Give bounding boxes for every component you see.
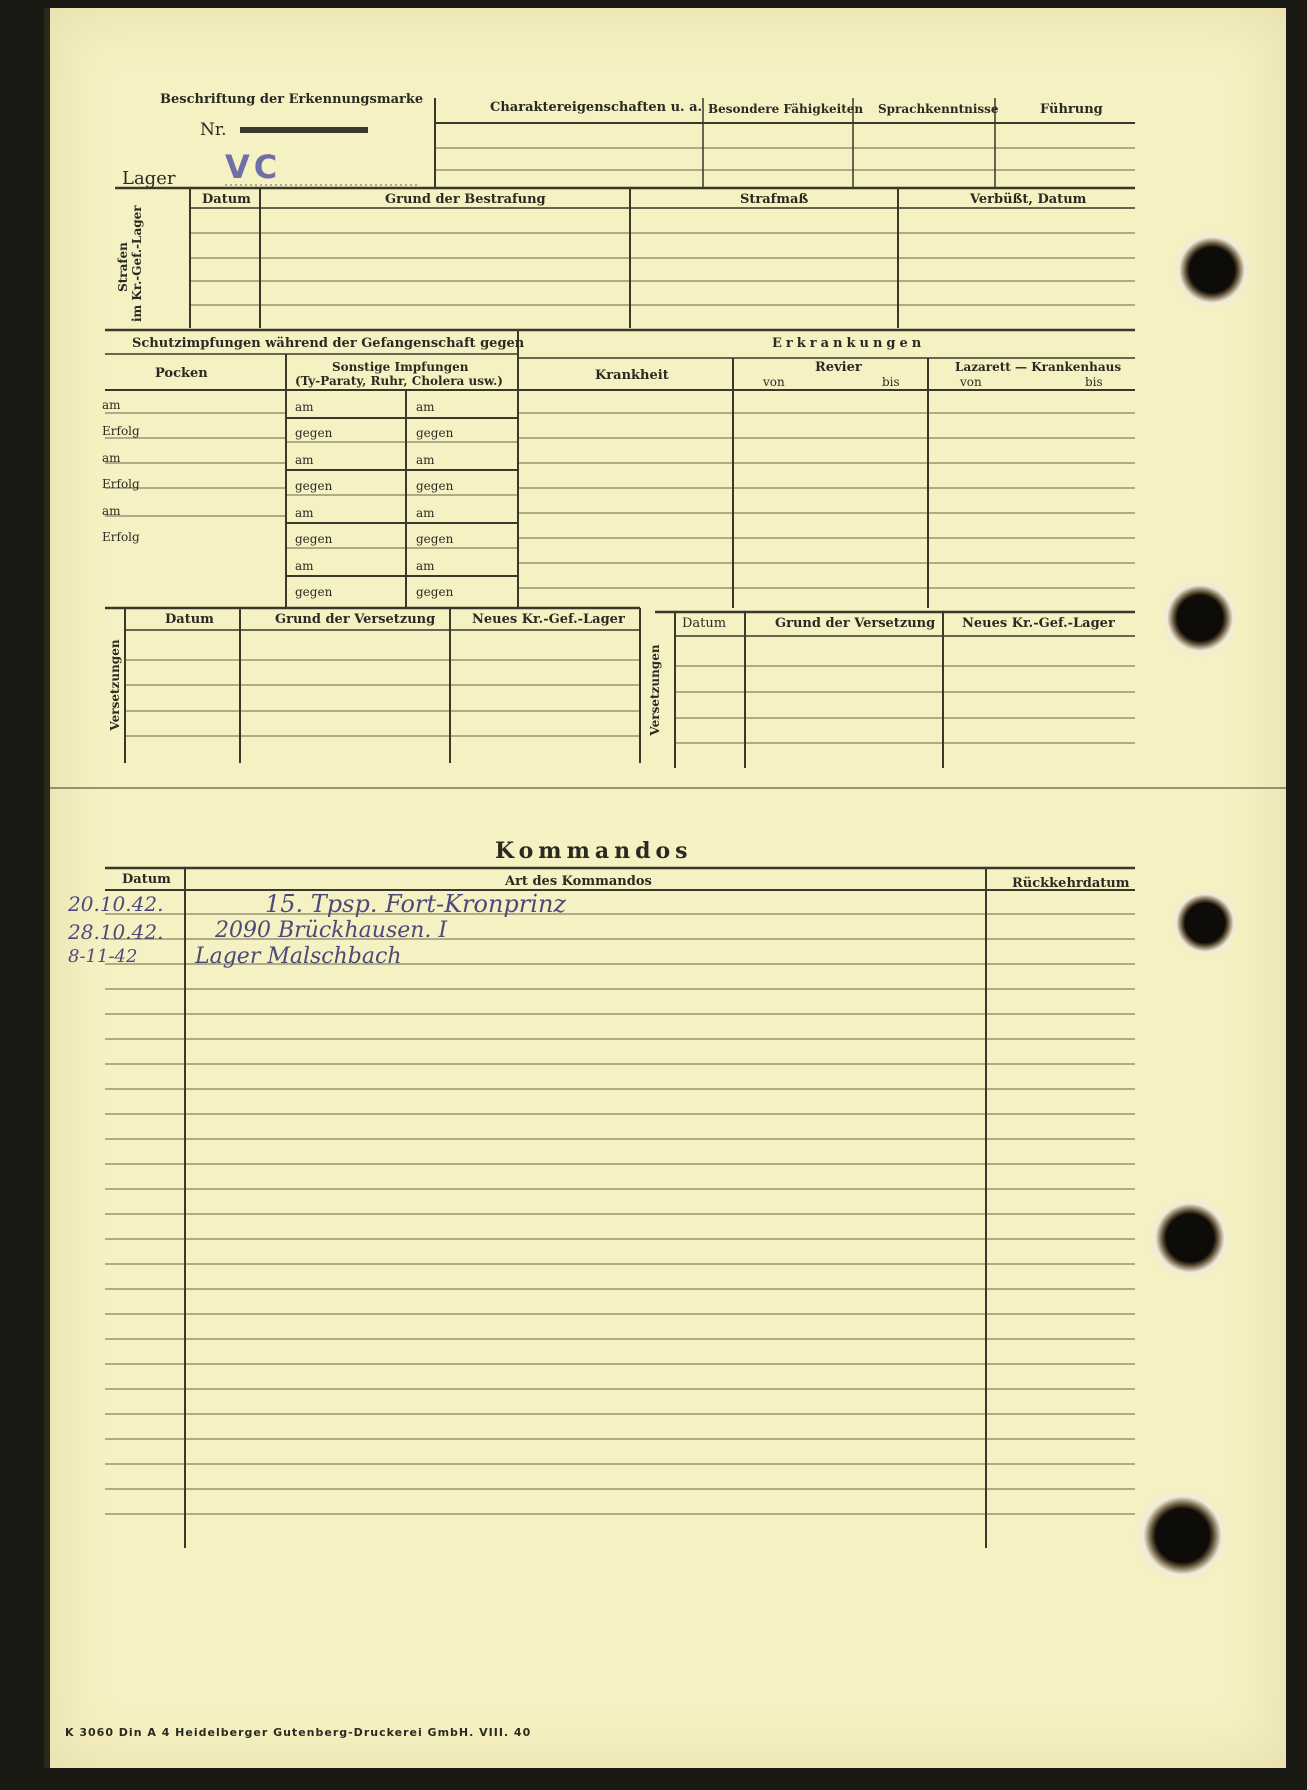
kommandos-col-date: Datum — [122, 872, 171, 887]
vacc-other2-row: am — [416, 506, 435, 520]
illness-hospital-from: von — [960, 375, 982, 389]
vacc-other-row: am — [295, 559, 314, 573]
punish-col-reason: Grund der Bestrafung — [385, 192, 546, 207]
vacc-other-row: gegen — [295, 585, 333, 599]
vacc-other2-row: am — [416, 453, 435, 467]
kommando-entry-type: 15. Tpsp. Fort-Kronprinz — [265, 890, 567, 918]
id-tag-heading: Beschriftung der Erkennungsmarke — [160, 92, 424, 107]
illness-hospital-to: bis — [1085, 375, 1103, 389]
kommando-entry-date: 8-11-42 — [68, 946, 138, 967]
illness-revier-to: bis — [882, 375, 900, 389]
kommandos-col-return: Rückkehrdatum — [1012, 876, 1130, 891]
punch-hole — [1135, 1488, 1230, 1583]
transfer-col-reason-left: Grund der Versetzung — [275, 612, 436, 627]
lager-stamp-value: VC — [225, 148, 282, 186]
punishments-side-label-1: Strafen — [116, 242, 130, 292]
kommando-entry-type: Lager Malschbach — [195, 944, 402, 969]
punish-col-served: Verbüßt, Datum — [970, 192, 1087, 207]
kommando-entry-date: 28.10.42. — [68, 920, 164, 944]
illness-col-revier: Revier — [815, 360, 862, 375]
kommando-entry-date: 20.10.42. — [68, 892, 164, 916]
vaccinations-heading: Schutzimpfungen während der Gefangenschaft gegen — [132, 336, 525, 351]
transfer-col-date-left: Datum — [165, 612, 214, 627]
col-conduct: Führung — [1040, 102, 1103, 117]
vacc-left-row: am — [102, 451, 121, 465]
col-languages: Sprachkenntnisse — [878, 102, 999, 116]
vacc-left-row: Erfolg — [102, 477, 140, 491]
vacc-other2-row: am — [416, 400, 435, 414]
col-character: Charaktereigenschaften u. a. — [490, 100, 703, 115]
vacc-col-pocken: Pocken — [155, 366, 208, 381]
vacc-left-row: am — [102, 504, 121, 518]
vacc-other-row: gegen — [295, 532, 333, 546]
vacc-col-other-1: Sonstige Impfungen — [332, 360, 469, 374]
punish-col-date: Datum — [202, 192, 251, 207]
vacc-left-row: Erfolg — [102, 530, 140, 544]
vacc-other2-row: gegen — [416, 532, 454, 546]
punish-col-measure: Strafmaß — [740, 192, 809, 207]
illness-heading: Erkrankungen — [772, 336, 926, 351]
kommandos-title: Kommandos — [495, 838, 693, 864]
vacc-other2-row: gegen — [416, 585, 454, 599]
transfer-col-date-right: Datum — [682, 616, 727, 631]
transfer-col-camp-right: Neues Kr.-Gef.-Lager — [962, 616, 1115, 631]
punch-hole — [1148, 1196, 1232, 1280]
transfers-side-label-left: Versetzungen — [108, 639, 122, 731]
kommando-entry-type: 2090 Brückhausen. I — [215, 918, 448, 943]
vacc-other-row: gegen — [295, 426, 333, 440]
lager-label: Lager — [122, 168, 176, 189]
kommandos-col-type: Art des Kommandos — [505, 874, 652, 889]
col-abilities: Besondere Fähigkeiten — [708, 102, 864, 116]
vacc-other2-row: am — [416, 559, 435, 573]
vacc-other-row: am — [295, 506, 314, 520]
illness-col-hospital: Lazarett — Krankenhaus — [955, 360, 1122, 374]
vacc-other2-row: gegen — [416, 479, 454, 493]
transfer-col-camp-left: Neues Kr.-Gef.-Lager — [472, 612, 625, 627]
record-sheet — [44, 8, 1286, 1768]
nr-label: Nr. — [200, 120, 227, 140]
printer-imprint: K 3060 Din A 4 Heidelberger Gutenberg-Druckerei GmbH. VIII. 40 — [65, 1726, 532, 1739]
vacc-col-other-2: (Ty-Paraty, Ruhr, Cholera usw.) — [295, 374, 503, 388]
punch-hole — [1170, 888, 1240, 958]
punch-hole — [1172, 230, 1252, 310]
illness-col-disease: Krankheit — [595, 368, 669, 383]
punch-hole — [1160, 578, 1240, 658]
transfers-side-label-right: Versetzungen — [648, 644, 662, 736]
vacc-left-row: Erfolg — [102, 424, 140, 438]
punishments-side-label-2: im Kr.-Gef.-Lager — [130, 205, 144, 322]
vacc-other-row: am — [295, 400, 314, 414]
transfer-col-reason-right: Grund der Versetzung — [775, 616, 936, 631]
vacc-other-row: gegen — [295, 479, 333, 493]
vacc-other-row: am — [295, 453, 314, 467]
punishments-side-label — [116, 205, 144, 322]
vacc-left-row: am — [102, 398, 121, 412]
illness-revier-from: von — [763, 375, 785, 389]
vacc-other2-row: gegen — [416, 426, 454, 440]
